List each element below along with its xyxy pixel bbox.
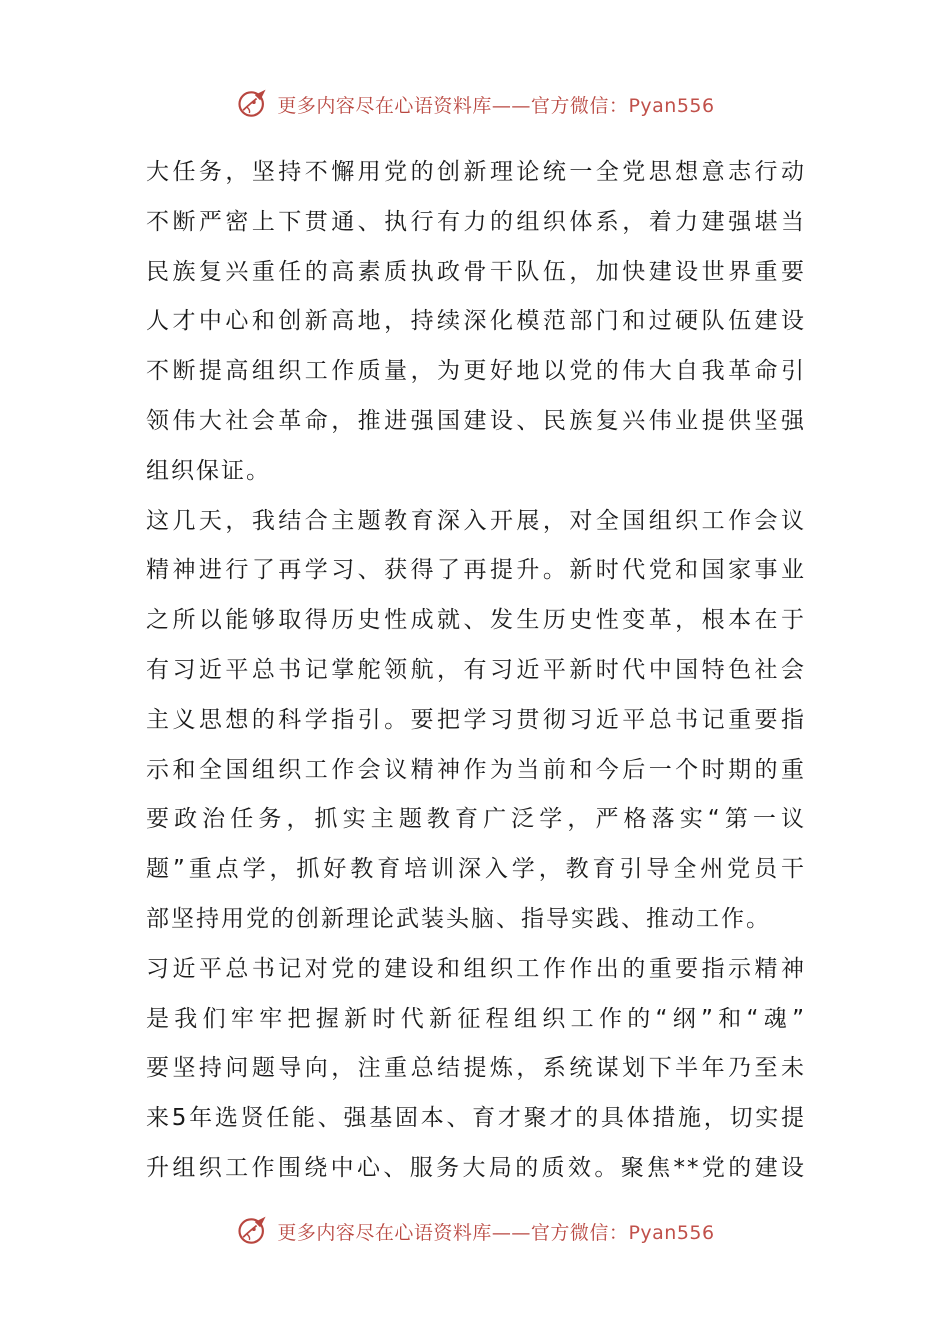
body-line: 来5年选贤任能、强基固本、育才聚才的具体措施，切实提	[146, 1105, 806, 1132]
pen-logo-icon	[235, 1213, 271, 1249]
footer-site-text: 更多内容尽在心语资料库——	[277, 1221, 531, 1244]
pen-logo-icon	[235, 86, 271, 122]
footer-wechat-id: Pyan556	[628, 1221, 715, 1244]
body-line: 示和全国组织工作会议精神作为当前和今后一个时期的重	[146, 756, 806, 783]
header-wechat-id: Pyan556	[628, 94, 715, 117]
body-line: 是我们牢牢把握新时代新征程组织工作的“纲”和“魂”	[146, 1005, 806, 1032]
footer-wechat-label: 官方微信：	[530, 1221, 629, 1244]
body-line: 要政治任务，抓实主题教育广泛学，严格落实“第一议	[146, 806, 806, 833]
body-line: 主义思想的科学指引。要把学习贯彻习近平总书记重要指	[146, 706, 806, 733]
footer-banner	[0, 1211, 950, 1251]
header-banner	[0, 84, 950, 124]
body-line: 题”重点学，抓好教育培训深入学，教育引导全州党员干	[146, 856, 806, 883]
body-line: 民族复兴重任的高素质执政骨干队伍，加快建设世界重要	[146, 258, 806, 285]
body-line: 不断提高组织工作质量，为更好地以党的伟大自我革命引	[146, 358, 806, 385]
body-line: 人才中心和创新高地，持续深化模范部门和过硬队伍建设	[146, 308, 806, 335]
body-line: 之所以能够取得历史性成就、发生历史性变革，根本在于	[146, 607, 806, 634]
footer-banner-text	[277, 1218, 714, 1245]
header-site-text: 更多内容尽在心语资料库——	[277, 94, 531, 117]
body-line: 部坚持用党的创新理论武装头脑、指导实践、推动工作。	[146, 905, 771, 932]
header-wechat-label: 官方微信：	[530, 94, 629, 117]
body-line: 有习近平总书记掌舵领航，有习近平新时代中国特色社会	[146, 656, 806, 683]
body-line: 精神进行了再学习、获得了再提升。新时代党和国家事业	[146, 557, 806, 584]
header-banner-text	[277, 91, 714, 118]
body-line: 大任务，坚持不懈用党的创新理论统一全党思想意志行动	[146, 159, 806, 185]
document-body	[146, 148, 806, 1194]
body-line: 不断严密上下贯通、执行有力的组织体系，着力建强堪当	[146, 208, 806, 235]
body-line: 升组织工作围绕中心、服务大局的质效。聚焦**党的建设	[146, 1154, 806, 1181]
body-line: 领伟大社会革命，推进强国建设、民族复兴伟业提供坚强	[146, 407, 806, 434]
body-line: 组织保证。	[146, 457, 271, 484]
body-line: 这几天，我结合主题教育深入开展，对全国组织工作会议	[146, 507, 806, 534]
body-line: 习近平总书记对党的建设和组织工作作出的重要指示精神	[146, 955, 806, 982]
body-line: 要坚持问题导向，注重总结提炼，系统谋划下半年乃至未	[146, 1055, 806, 1082]
